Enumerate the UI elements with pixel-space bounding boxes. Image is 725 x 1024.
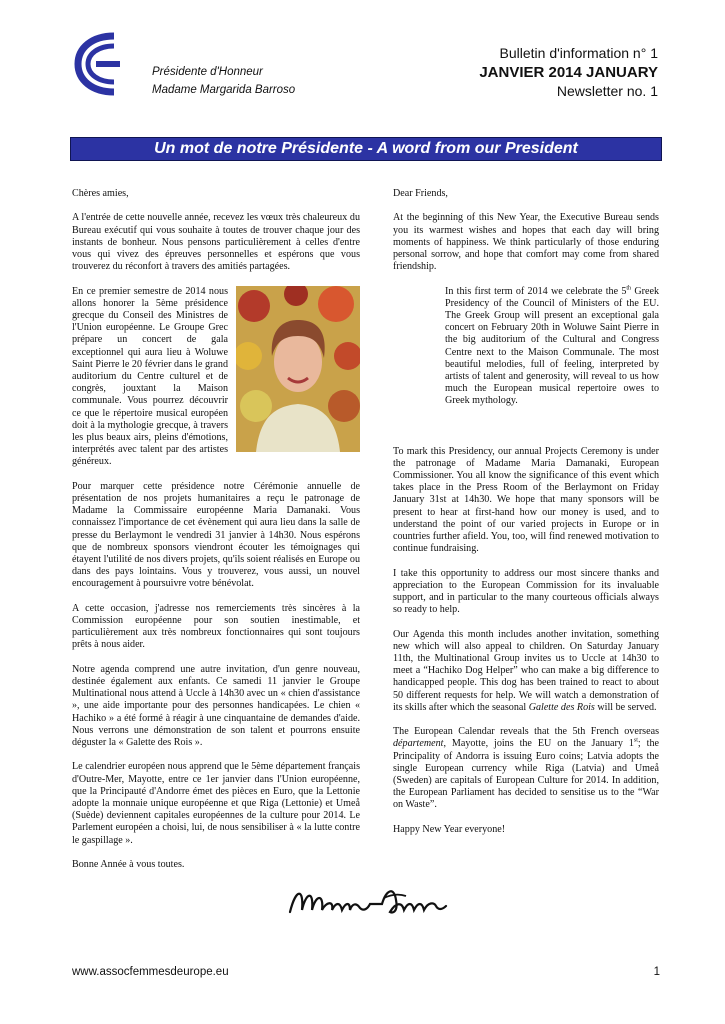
- french-paragraph-4: A cette occasion, j'adresse nos remerciements très sincères à la Commission européenne pour son soutien inestimable, et particulièrement aux très nombreux fonctionnaires qui sont toujours prêts à nous aider.: [72, 602, 360, 651]
- english-paragraph-1: At the beginning of this New Year, the Executive Bureau sends you its warmest wishes and hopes that each day will bring moments of happiness. We think particularly of those enduring personal sorrow, and hope that comfort may come from shared friendship.: [393, 212, 659, 273]
- photo-wrap-spacer: [393, 286, 441, 446]
- association-logo-icon: [74, 32, 122, 96]
- english-greeting: Dear Friends,: [393, 188, 448, 199]
- honor-name: Madame Margarida Barroso: [152, 84, 296, 96]
- honorary-president-block: [152, 63, 295, 99]
- honor-title: Présidente d'Honneur: [152, 66, 263, 78]
- english-paragraph-5: Our Agenda this month includes another invitation, something new which will also appeal to children. On Saturday January 11th, the Multinational Group invites us to Uccle at 14h30 to meet a “Hachiko Dog Helper” who can make a big difference to handicapped people. This dog has been trained to react to about 50 different requests for help. We will watch a demonstration of its skills after which the seasonal Galette des Rois will be served.: [393, 628, 659, 713]
- bulletin-info: [479, 44, 658, 101]
- french-paragraph-3: Pour marquer cette présidence notre Cérémonie annuelle de présentation de nos projets humanitaires a reçu le patronage de Madame la Commissaire européenne Maria Damanaki. Vous connaissez l'importance de cet évènement qui aura lieu dans la salle de presse du Berlaymont le vendredi 31 janvier à 14h30. Nous espérons que de nombreux sponsors viendront écouter les témoignages qui étayent l'utilité de nos divers projets, qu'ils soient réalisés en Europe ou dans des pays lointains. Vous y trouverez, vous aussi, un nouvel encouragement à poursuivre votre bénévolat.: [72, 480, 360, 590]
- english-column: [393, 188, 659, 848]
- english-paragraph-4: I take this opportunity to address our most sincere thanks and appreciation to the European Commission for its invaluable support, and in particular to the many courteous officials always so ready to help.: [393, 567, 659, 616]
- president-photo: [236, 286, 360, 452]
- french-paragraph-6: Le calendrier européen nous apprend que le 5ème département français d'Outre-Mer, Mayotte, entre ce 1er janvier dans l'Union européenne, que la Principauté d'Andorre émet des pièces en Euro, que la Lettonie adopte la monnaie unique européenne et que Riga (Lettonie) et Umeå (Suède) deviennent capitales européennes de la culture pour 2014. Le Parlement européen a choisi, lui, de nous sensibiliser à « la lutte contre le gaspillage ».: [72, 761, 360, 846]
- french-greeting: Chères amies,: [72, 188, 129, 199]
- english-paragraph-2: In this first term of 2014 we celebrate the 5th Greek Presidency of the Council of Ministers of the EU. The Greek Group will present an exceptional gala concert on February 20th in Woluwe Saint Pierre in the big auditorium of the Cultural and Congress Centre next to the Maison Communale. The most beautiful melodies, full of feeling, interpreted by artists of talent and generosity, will reveal to us how much the European musical repertoire owes to Greek mythology.: [445, 285, 659, 407]
- banner-title: Un mot de notre Présidente - A word from our President: [154, 140, 578, 157]
- issue-date: JANVIER 2014 JANUARY: [479, 64, 658, 81]
- french-column: [72, 188, 360, 883]
- english-closing: Happy New Year everyone!: [393, 823, 506, 835]
- french-paragraph-5: Notre agenda comprend une autre invitation, d'un genre nouveau, destinée également aux enfants. Ce samedi 11 janvier le Groupe Multinational nous attend à Uccle à 14h30 avec un « chien d'assistance », une aide importante pour des personnes handicapées. Le chien « Hachiko » a été formé à réagir à une cinquantaine de demandes d'aide. Nous verrons une démonstration de son talent et pourrons ensuite déguster la « Galette des Rois ».: [72, 663, 360, 749]
- english-paragraph-3: To mark this Presidency, our annual Projects Ceremony is under the patronage of Madame Maria Damanaki, European Commissioner. You all know the significance of this event which takes place in the Press Room of the Berlaymont on Friday January 31st at 14h30. We hope that many sponsors will be present to hear at first-hand how our money is used, and to understand the point of our varied projects in Europe or in countries further afield. You, too, will find renewed motivation to continue fundraising.: [393, 445, 659, 555]
- bulletin-number: Bulletin d'information n° 1: [499, 45, 658, 61]
- french-paragraph-1: A l'entrée de cette nouvelle année, recevez les vœux très chaleureux du Bureau exécutif qui vous souhaite à toutes de trouver chaque jour des instants de bonheur. Nous pensons particulièrement à celles d'entre vous qui vivez des épreuves personnelles et espérons que vous trouverez du réconfort à travers des amitiés partagées.: [72, 212, 360, 273]
- french-closing: Bonne Année à vous toutes.: [72, 859, 185, 871]
- website-link[interactable]: www.assocfemmesdeurope.eu: [72, 966, 229, 978]
- french-paragraph-2: En ce premier semestre de 2014 nous allons honorer la 5ème présidence grecque du Conseil des Ministres de l'Union européenne. Le Groupe Grec prépare un concert de gala exceptionnel qui aura lieu à Woluwe Saint Pierre le 20 février dans le grand auditorium du Centre culturel et de congrès, jouxtant la Maison communale. Vous pourrez découvrir ce que le répertoire musical européen doit à la mythologie grecque, à travers les plus beaux airs, pleins d'émotions, interprétés avec talent par des artistes généreux.: [72, 285, 228, 468]
- section-banner: [70, 137, 662, 161]
- handwritten-signature: [286, 880, 456, 924]
- page-footer: [72, 966, 660, 978]
- newsletter-number: Newsletter no. 1: [556, 83, 658, 99]
- english-paragraph-6: The European Calendar reveals that the 5th French overseas département, Mayotte, joins the EU on the January 1st; the Principality of Andorra is issuing Euro coins; Latvia adopts the single European currency while Riga (Latvia) and Umeå (Sweden) are capitals of European Culture for 2014. In addition, the European Parliament has decided to sensitise us to the “War on Waste”.: [393, 726, 659, 811]
- page-number: 1: [653, 966, 660, 978]
